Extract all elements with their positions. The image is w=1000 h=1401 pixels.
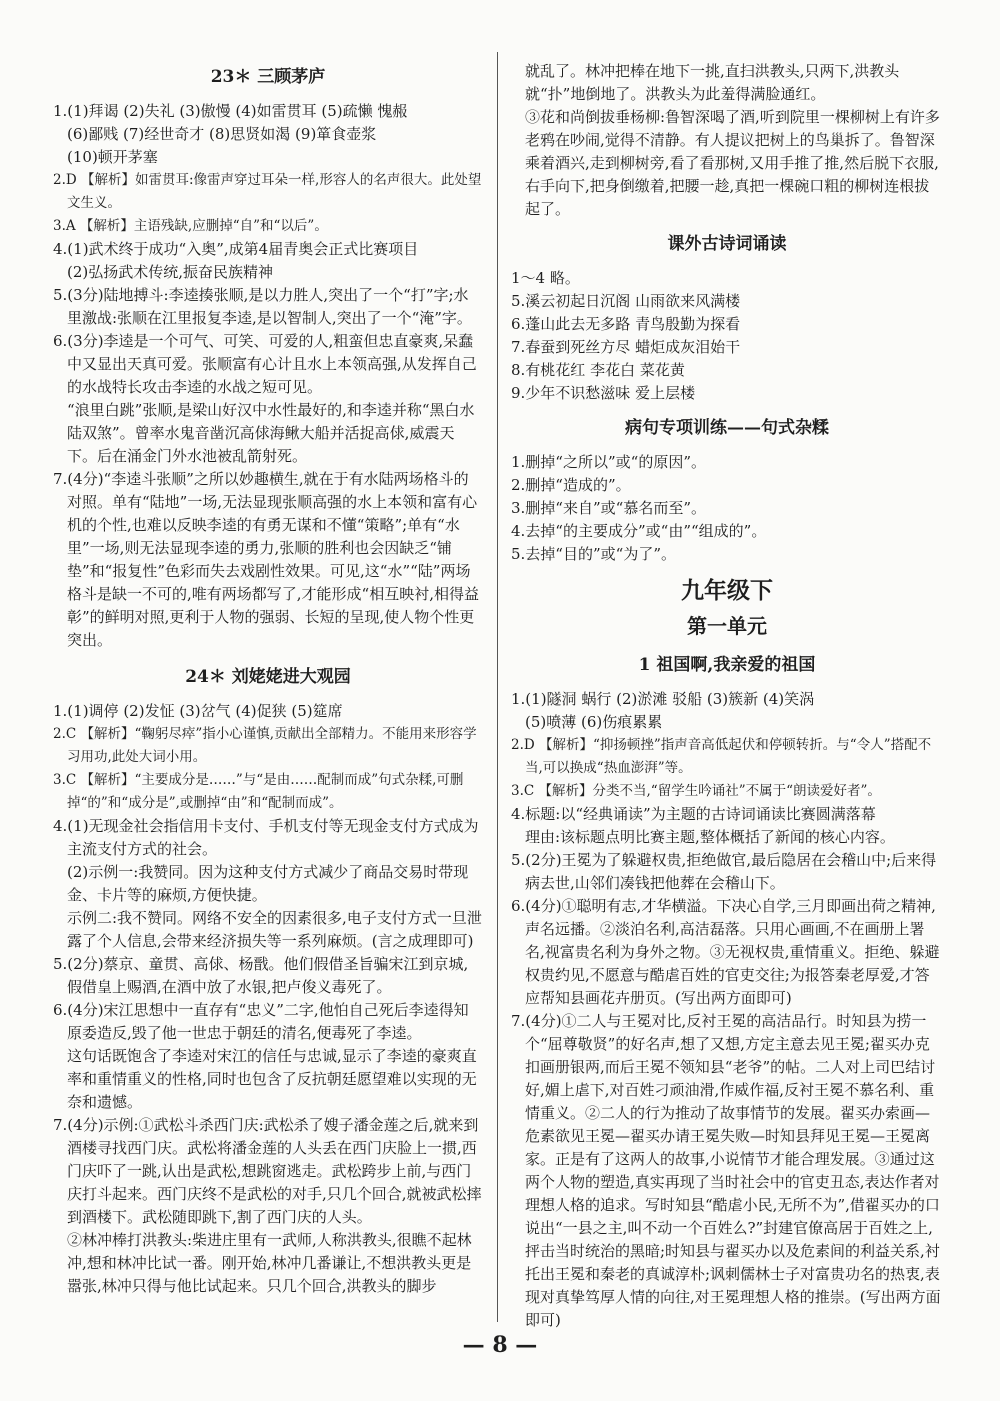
answer-line: (2)示例一:我赞同。因为这种支付方式减少了商品交易时带现金、卡片等的麻烦,方便快捷。 (67, 863, 469, 904)
answer-line: 4.(1)武术终于成功“入奥”,成第4届青奥会正式比赛项目 (53, 240, 419, 258)
answer-line: ②林冲棒打洪教头:柴进庄里有一武师,人称洪教头,很瞧不起林冲,想和林冲比试一番。刚开始,林冲几番谦让,不想洪教头更是嚣张,林冲只得与他比试起来。只几个回合,洪教头的脚步 (67, 1231, 472, 1295)
left-column (53, 60, 483, 1298)
answer-line: 2.C 【解析】“鞠躬尽瘁”指小心谨慎,贡献出全部精力。不能用来形容学习用功,此处大词小用。 (53, 726, 477, 765)
answer-line: 4.去掉“的主要成分”或“由”“组成的”。 (511, 522, 767, 540)
lesson-title: 1 祖国啊,我亲爱的祖国 (638, 655, 816, 675)
page-number: — 8 — (462, 1332, 538, 1358)
answer-line: 1.(1)隧洞 蜗行 (2)淤滩 驳船 (3)簇新 (4)笑涡 (511, 690, 815, 708)
answer-line: 这句话既饱含了李逵对宋江的信任与忠诚,显示了李逵的豪爽直率和重情重义的性格,同时也包含了反抗朝廷愿望难以实现的无奈和遗憾。 (67, 1047, 477, 1111)
answer-line: 6.(4分)宋江思想中一直存有“忠义”二字,他怕自己死后李逵得知原委造反,毁了他一世忠于朝廷的清名,便毒死了李逵。 (53, 1001, 469, 1042)
answer-line: 1.(1)拜谒 (2)失礼 (3)傲慢 (4)如雷贯耳 (5)疏懒 愧赧 (53, 102, 408, 120)
answer-line: 5.溪云初起日沉阁 山雨欲来风满楼 (511, 292, 741, 310)
section-title-24: 24＊ 刘姥姥进大观园 (185, 667, 351, 687)
answer-line: 9.少年不识愁滋味 爱上层楼 (511, 384, 696, 402)
answer-line: 2.D 【解析】如雷贯耳:像雷声穿过耳朵一样,形容人的名声很大。此处望文生义。 (53, 172, 482, 211)
answer-line: 1.(1)调停 (2)发怔 (3)岔气 (4)促狭 (5)筵席 (53, 702, 343, 720)
answer-line: 6.蓬山此去无多路 青鸟殷勤为探看 (511, 315, 741, 333)
answer-line: 5.(2分)蔡京、童贯、高俅、杨戬。他们假借圣旨骗宋江到京城,假借皇上赐酒,在酒中放了水银,把卢俊义毒死了。 (53, 955, 469, 996)
answer-line: 6.(3分)李逵是一个可气、可笑、可爱的人,粗蛮但忠直豪爽,呆蠢中又显出天真可爱。张顺富有心计且水上本领高强,从发挥自己的水战特长攻击李逵的水战之短可见。 (53, 332, 477, 396)
answer-line: 4.(1)无现金社会指信用卡支付、手机支付等无现金支付方式成为主流支付方式的社会。 (53, 817, 479, 858)
answer-line: 6.(4分)①聪明有志,才华横溢。下决心自学,三月即画出荷之精神,声名远播。②淡泊名利,高洁磊落。只用心画画,不在画册上署名,视富贵名利为身外之物。③无视权贵,重情重义。拒绝、躲避权贵约见,不愿意与酷虐百姓的官吏交往;为报答秦老厚爱,才答应帮知县画花卉册页。(写出两方面即可) (511, 897, 940, 1007)
unit-title: 第一单元 (687, 614, 767, 638)
section-24-body (53, 700, 483, 1298)
lesson-body (511, 688, 943, 1332)
answer-line: ③花和尚倒拔垂杨柳:鲁智深喝了酒,听到院里一棵柳树上有许多老鸦在吵闹,觉得不清静。有人提议把树上的鸟巢拆了。鲁智深乘着酒兴,走到柳树旁,看了看那树,又用手推了推,然后脱下衣服,右手向下,把身倒缴着,把腰一趁,真把一棵碗口粗的柳树连根拔起了。 (525, 108, 940, 218)
answer-line: 1.删掉“之所以”或“的原因”。 (511, 453, 706, 471)
answer-line: 2.D 【解析】“抑扬顿挫”指声音高低起伏和停顿转折。与“令人”搭配不当,可以换成“热血澎湃”等。 (511, 737, 932, 776)
sentence-body (511, 451, 943, 566)
answer-line: 3.C 【解析】“主要成分是……”与“是由……配制而成”句式杂糅,可删掉“的”和“成分是”,或删掉“由”和“配制而成”。 (53, 772, 464, 811)
answer-line: 8.有桃花红 李花白 菜花黄 (511, 361, 685, 379)
answer-line: 5.(2分)王冕为了躲避权贵,拒绝做官,最后隐居在会稽山中;后来得病去世,山邻们凑钱把他葬在会稽山下。 (511, 851, 937, 892)
answer-line: “浪里白跳”张顺,是梁山好汉中水性最好的,和李逵并称“黑白水陆双煞”。曾率水鬼音凿沉高俅海鳅大船并活捉高俅,威震天下。后在涌金门外水池被乱箭射死。 (67, 401, 475, 465)
answer-line: 4.标题:以“经典诵读”为主题的古诗词诵读比赛圆满落幕 (511, 805, 876, 823)
answer-line: (2)弘扬武术传统,振奋民族精神 (67, 263, 274, 281)
poetry-body (511, 267, 943, 405)
answer-line: 理由:该标题点明比赛主题,整体概括了新闻的核心内容。 (525, 828, 895, 846)
answer-line: (6)鄙贱 (7)经世奇才 (8)思贤如渴 (9)箪食壶浆 (67, 125, 377, 143)
answer-line: 7.春蚕到死丝方尽 蜡炬成灰泪始干 (511, 338, 741, 356)
answer-line: 7.(4分)①二人与王冕对比,反衬王冕的高洁品行。时知县为捞一个“屈尊敬贤”的好名声,想了又想,方定主意去见王冕;翟买办克扣画册银两,而后王冕不领知县“老爷”的帖。二人对上司巴结讨好,媚上虐下,对百姓刁顽油滑,作威作福,反衬王冕不慕名利、重情重义。②二人的行为推动了故事情节的发展。翟买办索画—危素欲见王冕—翟买办请王冕失败—时知县拜见王冕—王冕离家。正是有了这两人的故事,小说情节才能合理发展。③通过这两个人物的塑造,真实再现了当时社会中的官吏丑态,表达作者对理想人格的追求。写时知县“酷虐小民,无所不为”,借翟买办的口说出“一县之主,叫不动一个百姓么?”封建官僚高居于百姓之上,抨击当时统治的黑暗;时知县与翟买办以及危素间的利益关系,衬托出王冕和秦老的真诚淳朴;讽刺儒林士子对富贵功名的热衷,表现对真挚笃厚人情的向往,对王冕理想人格的推崇。(写出两方面即可) (511, 1012, 941, 1329)
column-divider (497, 52, 498, 1322)
answer-line: 示例二:我不赞同。网络不安全的因素很多,电子支付方式一旦泄露了个人信息,会带来经济损失等一系列麻烦。(言之成理即可) (67, 909, 482, 950)
answer-line: (5)喷薄 (6)伤痕累累 (525, 713, 663, 731)
grade-title: 九年级下 (681, 577, 773, 604)
continued-answer (511, 60, 943, 221)
answer-line: 3.C 【解析】分类不当,“留学生吟诵社”不属于“朗读爱好者”。 (511, 783, 881, 799)
answer-line: 就乱了。林冲把棒在地下一挑,直扫洪教头,只两下,洪教头就“扑”地倒地了。洪教头为此羞得满脸通红。 (525, 62, 900, 103)
section-title-sentence: 病句专项训练——句式杂糅 (625, 418, 829, 438)
answer-line: 5.(3分)陆地搏斗:李逵揍张顺,是以力胜人,突出了一个“打”字;水里激战:张顺在江里报复李逵,是以智制人,突出了一个“淹”字。 (53, 286, 472, 327)
right-column (511, 60, 943, 1332)
answer-line: 5.去掉“目的”或“为了”。 (511, 545, 676, 563)
answer-line: 7.(4分)示例:①武松斗杀西门庆:武松杀了嫂子潘金莲之后,就来到酒楼寻找西门庆。武松将潘金莲的人头丢在西门庆脸上一掼,西门庆吓了一跳,认出是武松,想跳窗逃走。武松跨步上前,与西门庆打斗起来。西门庆终不是武松的对手,只几个回合,就被武松摔到酒楼下。武松随即跳下,割了西门庆的人头。 (53, 1116, 482, 1226)
section-title-23: 23＊ 三顾茅庐 (210, 67, 326, 87)
answer-line: 3.删掉“来自”或“慕名而至”。 (511, 499, 706, 517)
answer-line: 2.删掉“造成的”。 (511, 476, 631, 494)
answer-line: (10)顿开茅塞 (67, 148, 158, 166)
answer-line: 1～4 略。 (511, 269, 580, 287)
answer-line: 3.A 【解析】主语残缺,应删掉“自”和“以后”。 (53, 218, 328, 234)
answer-line: 7.(4分)“李逵斗张顺”之所以妙趣横生,就在于有水陆两场格斗的对照。单有“陆地”一场,无法显现张顺高强的水上本领和富有心机的个性,也难以反映李逵的有勇无谋和不懂“策略”;单有“水里”一场,则无法显现李逵的勇力,张顺的胜利也会因缺乏“铺垫”和“报复性”色彩而失去戏剧性效果。可见,这“水”“陆”两场格斗是缺一不可的,唯有两场都写了,才能形成“相互映衬,相得益彰”的鲜明对照,更利于人物的强弱、长短的呈现,使人物个性更突出。 (53, 470, 479, 649)
section-23-body (53, 100, 483, 652)
section-title-poetry: 课外古诗词诵读 (667, 234, 787, 254)
